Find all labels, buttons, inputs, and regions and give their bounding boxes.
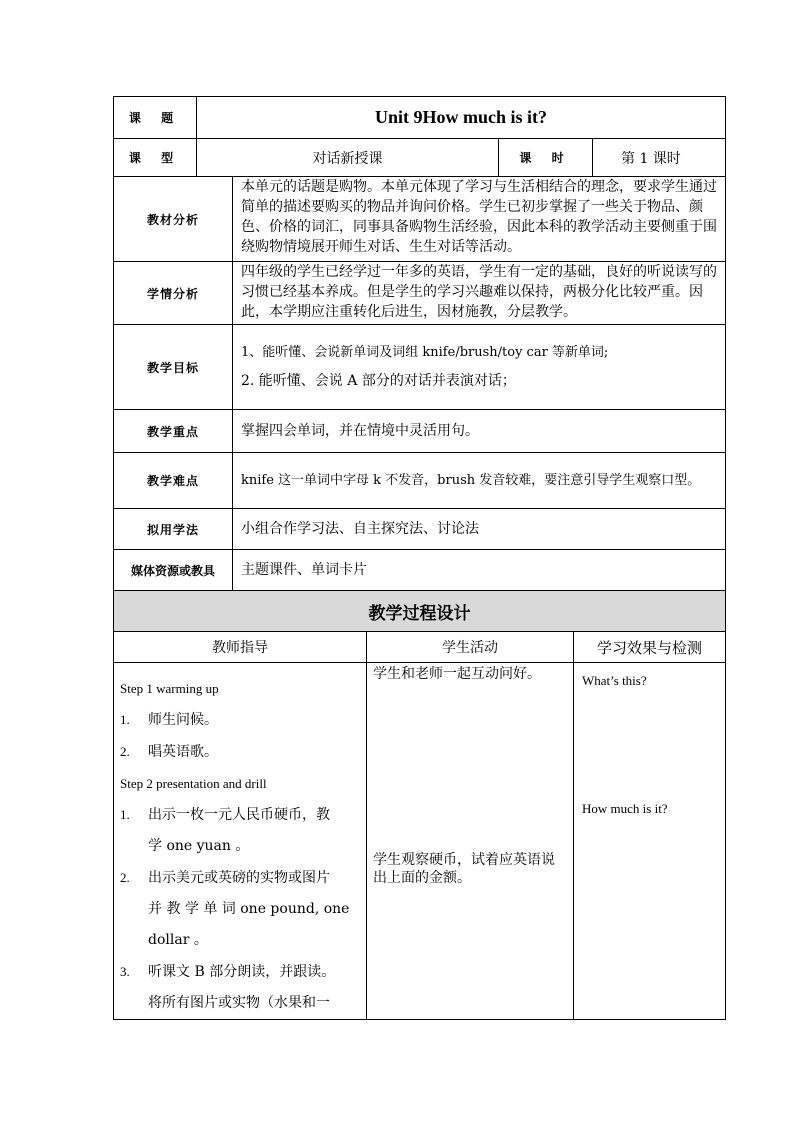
step-2-item-2: 2. 出示美元或英磅的实物或图片 bbox=[120, 862, 360, 894]
step-2-item-3: 3. 听课文 B 部分朗读，并跟读。 bbox=[120, 956, 360, 988]
step-2-item-1-cont: 学 one yuan 。 bbox=[148, 838, 250, 854]
goal-2: 2. 能听懂、会说 A 部分的对话并表演对话； bbox=[241, 373, 516, 389]
difficulty-row bbox=[114, 453, 726, 509]
effect-1: What’s this? bbox=[582, 673, 647, 688]
students-text: 四年级的学生已经学过一年多的英语，学生有一定的基础，良好的听说读写的习惯已经基本养成。但是学生的学习兴趣难以保持，两极分化比较严重。因此，本学期应注重转化后进生，因材施教，分层教学。 bbox=[233, 262, 726, 325]
type-label: 课 型 bbox=[114, 139, 197, 177]
step-1-item-1-num: 1. bbox=[120, 712, 130, 727]
method-row bbox=[114, 509, 726, 550]
step-2-item-2-cont2: dollar 。 bbox=[148, 932, 208, 948]
topic-value: Unit 9How much is it? bbox=[197, 97, 726, 139]
goals-cell bbox=[233, 325, 726, 410]
step-1-title: Step 1 warming up bbox=[120, 681, 219, 696]
media-label: 媒体资源或教具 bbox=[114, 550, 233, 591]
step-1-item-2-num: 2. bbox=[120, 744, 130, 759]
step-2-item-2-num: 2. bbox=[120, 870, 130, 885]
process-content-row bbox=[114, 663, 726, 1020]
col-teacher-header: 教师指导 bbox=[114, 632, 367, 663]
lesson-plan-table bbox=[113, 96, 726, 1020]
type-value: 对话新授课 bbox=[197, 139, 499, 177]
material-row bbox=[114, 177, 726, 262]
type-row bbox=[114, 139, 726, 177]
col-student-header: 学生活动 bbox=[367, 632, 574, 663]
students-row bbox=[114, 262, 726, 325]
student-activity-1: 学生和老师一起互动问好。 bbox=[373, 666, 541, 682]
step-1-item-2: 2. 唱英语歌。 bbox=[120, 736, 360, 768]
step-2-item-2-cont: 并 教 学 单 词 one pound, one bbox=[148, 901, 350, 917]
period-label: 课 时 bbox=[499, 139, 593, 177]
process-section-title: 教学过程设计 bbox=[114, 591, 726, 632]
key-row bbox=[114, 410, 726, 453]
goals-label: 教学目标 bbox=[114, 325, 233, 410]
difficulty-text: knife 这一单词中字母 k 不发音，brush 发音较难，要注意引导学生观察口型。 bbox=[233, 453, 726, 509]
method-text: 小组合作学习法、自主探究法、讨论法 bbox=[233, 509, 726, 550]
media-text: 主题课件、单词卡片 bbox=[233, 550, 726, 591]
effect-check bbox=[574, 663, 726, 1020]
col-effect-header: 学习效果与检测 bbox=[574, 632, 726, 663]
effect-2: How much is it? bbox=[582, 801, 668, 816]
teacher-steps bbox=[114, 663, 367, 1020]
material-label: 教材分析 bbox=[114, 177, 233, 262]
students-label: 学情分析 bbox=[114, 262, 233, 325]
goals-row bbox=[114, 325, 726, 410]
goal-1: 1、能听懂、会说新单词及词组 knife/brush/toy car 等新单词; bbox=[241, 345, 609, 360]
method-label: 拟用学法 bbox=[114, 509, 233, 550]
process-header-row bbox=[114, 632, 726, 663]
topic-row bbox=[114, 97, 726, 139]
topic-label: 课 题 bbox=[114, 97, 197, 139]
process-section-row bbox=[114, 591, 726, 632]
step-2-title: Step 2 presentation and drill bbox=[120, 776, 267, 791]
step-2-item-1-num: 1. bbox=[120, 807, 130, 822]
step-2-item-3-num: 3. bbox=[120, 964, 130, 979]
material-text: 本单元的话题是购物。本单元体现了学习与生活相结合的理念，要求学生通过简单的描述要购买的物品并询问价格。学生已初步掌握了一些关于物品、颜色、价格的词汇，同事具备购物生活经验，因此本科的教学活动主要侧重于围绕购物情境展开师生对话、生生对话等活动。 bbox=[233, 177, 726, 262]
difficulty-label: 教学难点 bbox=[114, 453, 233, 509]
step-2-item-1: 1. 出示一枚一元人民币硬币，教 bbox=[120, 799, 360, 831]
step-2-item-4: 将所有图片或实物（水果和一 bbox=[148, 995, 330, 1011]
student-activities bbox=[367, 663, 574, 1020]
step-1-item-1: 1. 师生问候。 bbox=[120, 704, 360, 736]
key-text: 掌握四会单词，并在情境中灵活用句。 bbox=[233, 410, 726, 453]
period-value: 第 1 课时 bbox=[593, 139, 726, 177]
media-row bbox=[114, 550, 726, 591]
student-activity-2: 学生观察硬币，试着应英语说出上面的金额。 bbox=[373, 852, 555, 886]
key-label: 教学重点 bbox=[114, 410, 233, 453]
